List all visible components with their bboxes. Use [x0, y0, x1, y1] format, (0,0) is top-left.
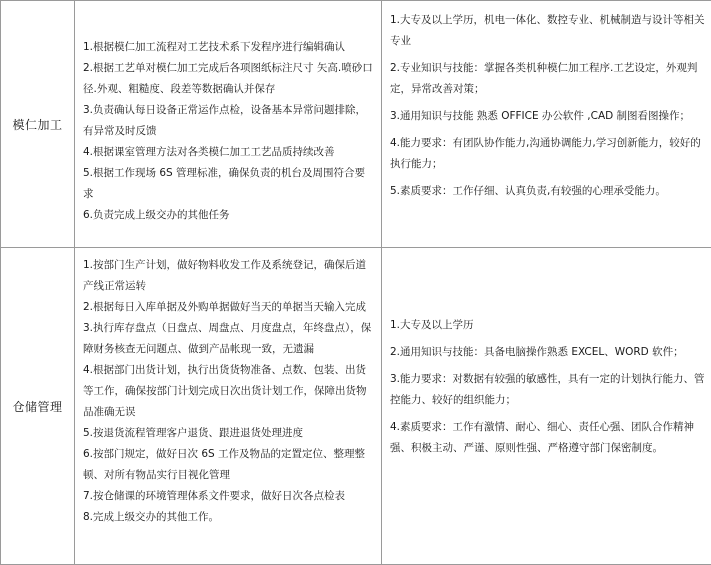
- duty-item: 2.根据每日入库单据及外购单据做好当天的单据当天输入完成: [83, 297, 375, 318]
- requirement-item: 3.通用知识与技能 熟悉 OFFICE 办公软件 ,CAD 制图看图操作；: [390, 106, 705, 127]
- duty-item: 7.按仓储课的环境管理体系文件要求，做好日次各点检表: [83, 486, 375, 507]
- requirement-item: 4.能力要求：有团队协作能力,沟通协调能力,学习创新能力，较好的执行能力；: [390, 133, 705, 175]
- duty-list: [75, 37, 381, 226]
- role-name: 仓储管理: [1, 248, 75, 565]
- requirement-list: [382, 10, 711, 202]
- requirements-cell: [382, 1, 711, 248]
- requirement-item: 1.大专及以上学历: [390, 315, 705, 336]
- requirement-list: [382, 315, 711, 459]
- duty-item: 4.根据部门出货计划，执行出货货物准备、点数、包装、出货等工作，确保按部门计划完成日次出货计划工作，保障出货物品准确无误: [83, 360, 375, 423]
- table-row-warehouse-management: [1, 248, 711, 565]
- requirement-item: 4.素质要求：工作有激情、耐心、细心、责任心强、团队合作精神强、积极主动、严谨、原则性强、严格遵守部门保密制度。: [390, 417, 705, 459]
- duties-cell: [75, 1, 382, 248]
- duty-item: 2.根据工艺单对模仁加工完成后各项图纸标注尺寸 矢高.喷砂口径.外观、粗糙度、段差等数据确认并保存: [83, 58, 375, 100]
- duty-item: 3.执行库存盘点（日盘点、周盘点、月度盘点，年终盘点），保障财务核查无问题点、做到产品帐现一致，无遗漏: [83, 318, 375, 360]
- requirement-item: 5.素质要求：工作仔细、认真负责,有较强的心理承受能力。: [390, 181, 705, 202]
- table-row-mold-processing: [1, 1, 711, 248]
- duty-item: 6.按部门规定，做好日次 6S 工作及物品的定置定位、整理整顿、对所有物品实行目视化管理: [83, 444, 375, 486]
- duty-item: 3.负责确认每日设备正常运作点检，设备基本异常问题排除，有异常及时反馈: [83, 100, 375, 142]
- requirement-item: 2.专业知识与技能：掌握各类机种模仁加工程序.工艺设定，外观判定，异常改善对策；: [390, 58, 705, 100]
- requirement-item: 3.能力要求：对数据有较强的敏感性，具有一定的计划执行能力、管控能力、较好的组织能力；: [390, 369, 705, 411]
- role-name: 模仁加工: [1, 1, 75, 248]
- duty-item: 4.根据课室管理方法对各类模仁加工工艺品质持续改善: [83, 142, 375, 163]
- duty-item: 1.按部门生产计划，做好物料收发工作及系统登记，确保后道产线正常运转: [83, 255, 375, 297]
- duty-item: 8.完成上级交办的其他工作。: [83, 507, 375, 528]
- duty-item: 1.根据模仁加工流程对工艺技术系下发程序进行编辑确认: [83, 37, 375, 58]
- duty-item: 5.按退货流程管理客户退货、跟进退货处理进度: [83, 423, 375, 444]
- requirement-item: 2.通用知识与技能：具备电脑操作熟悉 EXCEL、WORD 软件；: [390, 342, 705, 363]
- duty-item: 5.根据工作现场 6S 管理标准，确保负责的机台及周围符合要求: [83, 163, 375, 205]
- duty-list: [75, 255, 381, 528]
- duty-item: 6.负责完成上级交办的其他任务: [83, 205, 375, 226]
- requirement-item: 1.大专及以上学历，机电一体化、数控专业、机械制造与设计等相关专业: [390, 10, 705, 52]
- requirements-cell: [382, 248, 711, 565]
- duties-cell: [75, 248, 382, 565]
